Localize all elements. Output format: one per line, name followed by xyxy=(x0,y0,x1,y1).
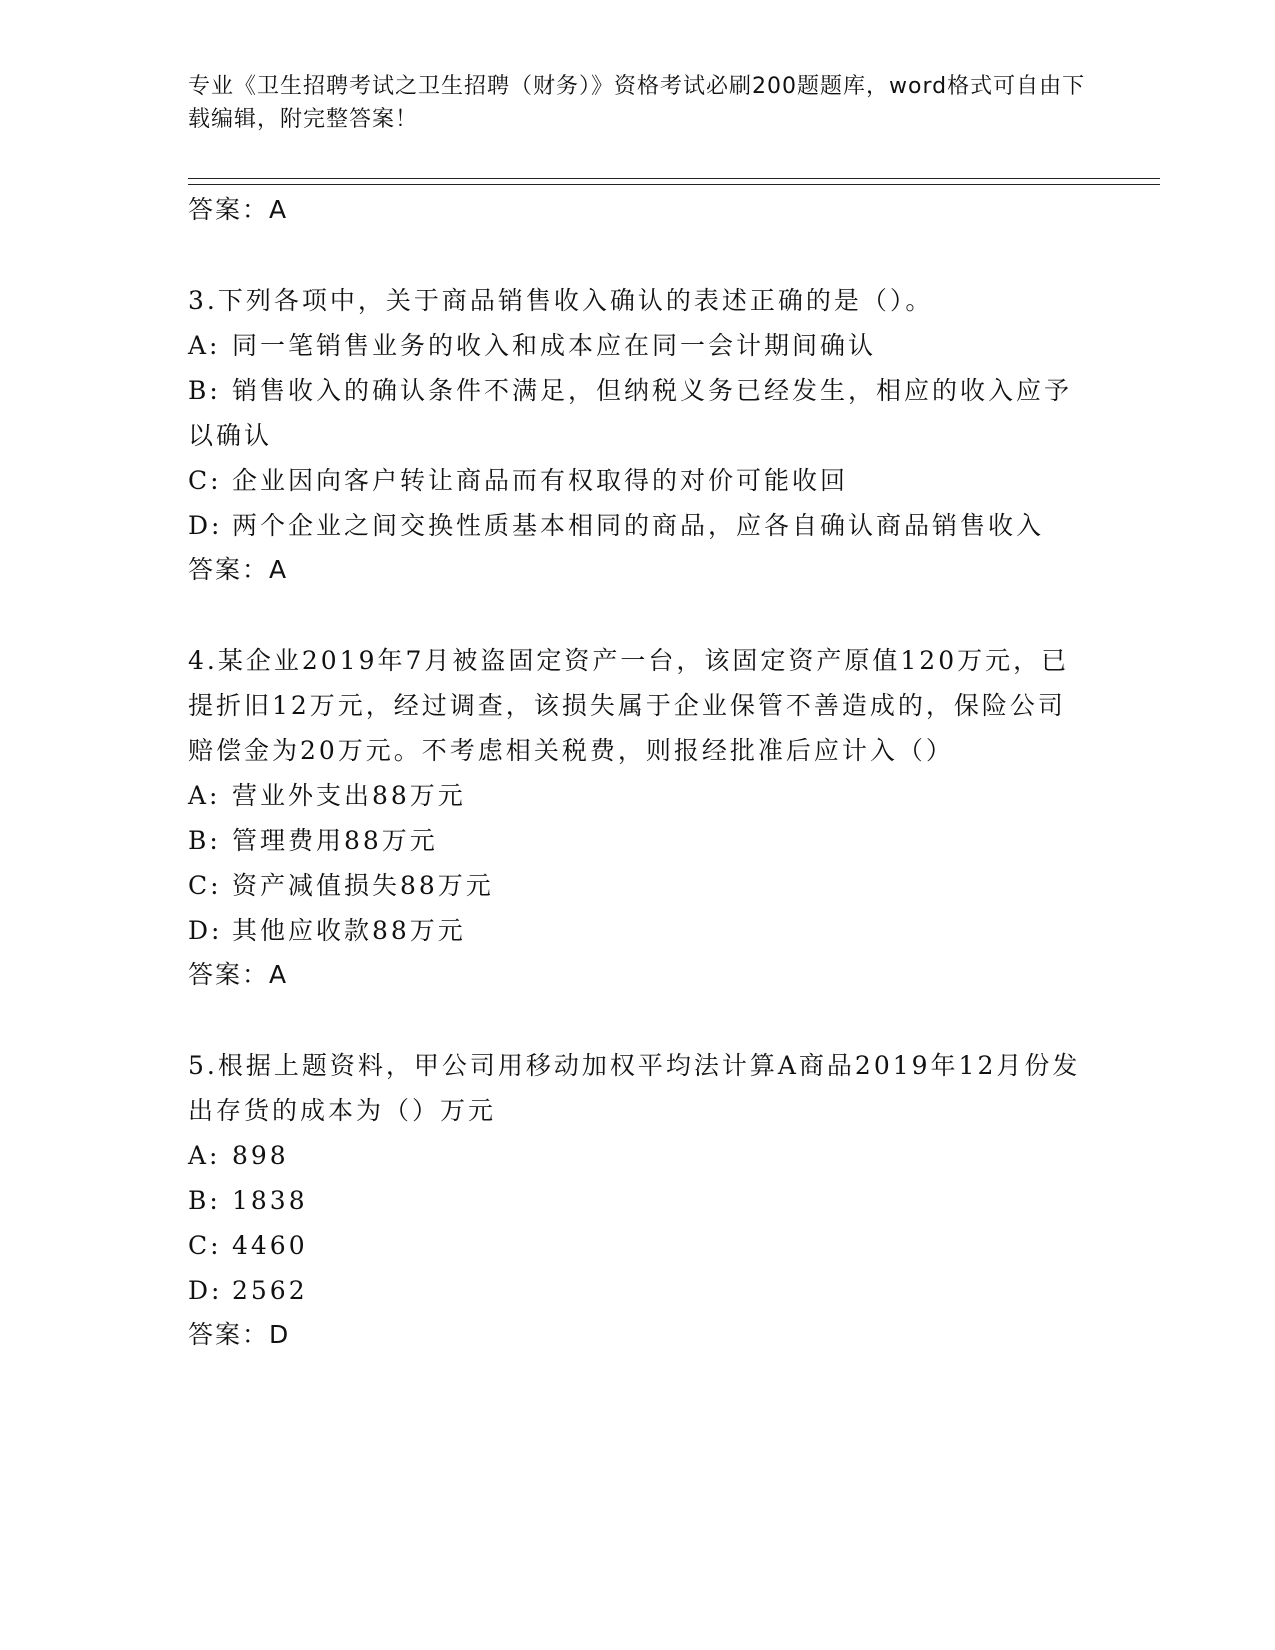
option-text: 2562 xyxy=(232,1276,308,1305)
option-a xyxy=(188,773,1088,818)
option-letter: D: xyxy=(188,511,223,540)
answer-line: 答案：A xyxy=(188,195,289,224)
option-a xyxy=(188,1133,1088,1178)
option-a xyxy=(188,323,1088,368)
option-text: 同一笔销售业务的收入和成本应在同一会计期间确认 xyxy=(232,331,877,360)
option-text: 898 xyxy=(232,1141,289,1170)
option-text: 1838 xyxy=(232,1186,308,1215)
option-d xyxy=(188,503,1088,548)
option-text: 管理费用88万元 xyxy=(232,826,438,855)
answer-line: 答案：A xyxy=(188,960,289,989)
option-text: 企业因向客户转让商品而有权取得的对价可能收回 xyxy=(232,466,849,495)
option-letter: C: xyxy=(188,1231,222,1260)
header-divider xyxy=(188,178,1160,185)
option-letter: C: xyxy=(188,466,222,495)
option-c xyxy=(188,1223,1088,1268)
option-text: 两个企业之间交换性质基本相同的商品，应各自确认商品销售收入 xyxy=(232,511,1045,540)
option-letter: A: xyxy=(188,1141,221,1170)
option-letter: A: xyxy=(188,331,221,360)
option-c xyxy=(188,458,1088,503)
question-text: 3.下列各项中，关于商品销售收入确认的表述正确的是（）。 xyxy=(188,286,934,315)
page-header: 专业《卫生招聘考试之卫生招聘（财务）》资格考试必刷200题题库，word格式可自由下载编辑，附完整答案！ xyxy=(188,74,1086,132)
question-text: 4.某企业2019年7月被盗固定资产一台，该固定资产原值120万元，已提折旧12万元，经过调查，该损失属于企业保管不善造成的，保险公司赔偿金为20万元。不考虑相关税费，则报经批准后应计入（） xyxy=(188,646,1070,765)
option-letter: A: xyxy=(188,781,221,810)
question-4 xyxy=(188,638,1088,997)
option-letter: B: xyxy=(188,826,221,855)
option-text: 资产减值损失88万元 xyxy=(232,871,494,900)
option-text: 4460 xyxy=(232,1231,308,1260)
option-letter: D: xyxy=(188,1276,223,1305)
option-text: 销售收入的确认条件不满足，但纳税义务已经发生，相应的收入应予以确认 xyxy=(188,376,1073,450)
option-c xyxy=(188,863,1088,908)
answer-line: 答案：A xyxy=(188,555,289,584)
answer-line: 答案：D xyxy=(188,1320,291,1349)
option-letter: B: xyxy=(188,1186,221,1215)
option-b xyxy=(188,818,1088,863)
question-3 xyxy=(188,278,1088,592)
option-letter: C: xyxy=(188,871,222,900)
option-d xyxy=(188,1268,1088,1313)
option-b xyxy=(188,1178,1088,1223)
question-list xyxy=(188,188,1088,1357)
option-letter: D: xyxy=(188,916,223,945)
option-b xyxy=(188,368,1088,458)
option-letter: B: xyxy=(188,376,221,405)
question-5 xyxy=(188,1043,1088,1357)
option-text: 其他应收款88万元 xyxy=(232,916,466,945)
question-text: 5.根据上题资料，甲公司用移动加权平均法计算A商品2019年12月份发出存货的成本为（）万元 xyxy=(188,1051,1081,1125)
option-d xyxy=(188,908,1088,953)
option-text: 营业外支出88万元 xyxy=(232,781,466,810)
